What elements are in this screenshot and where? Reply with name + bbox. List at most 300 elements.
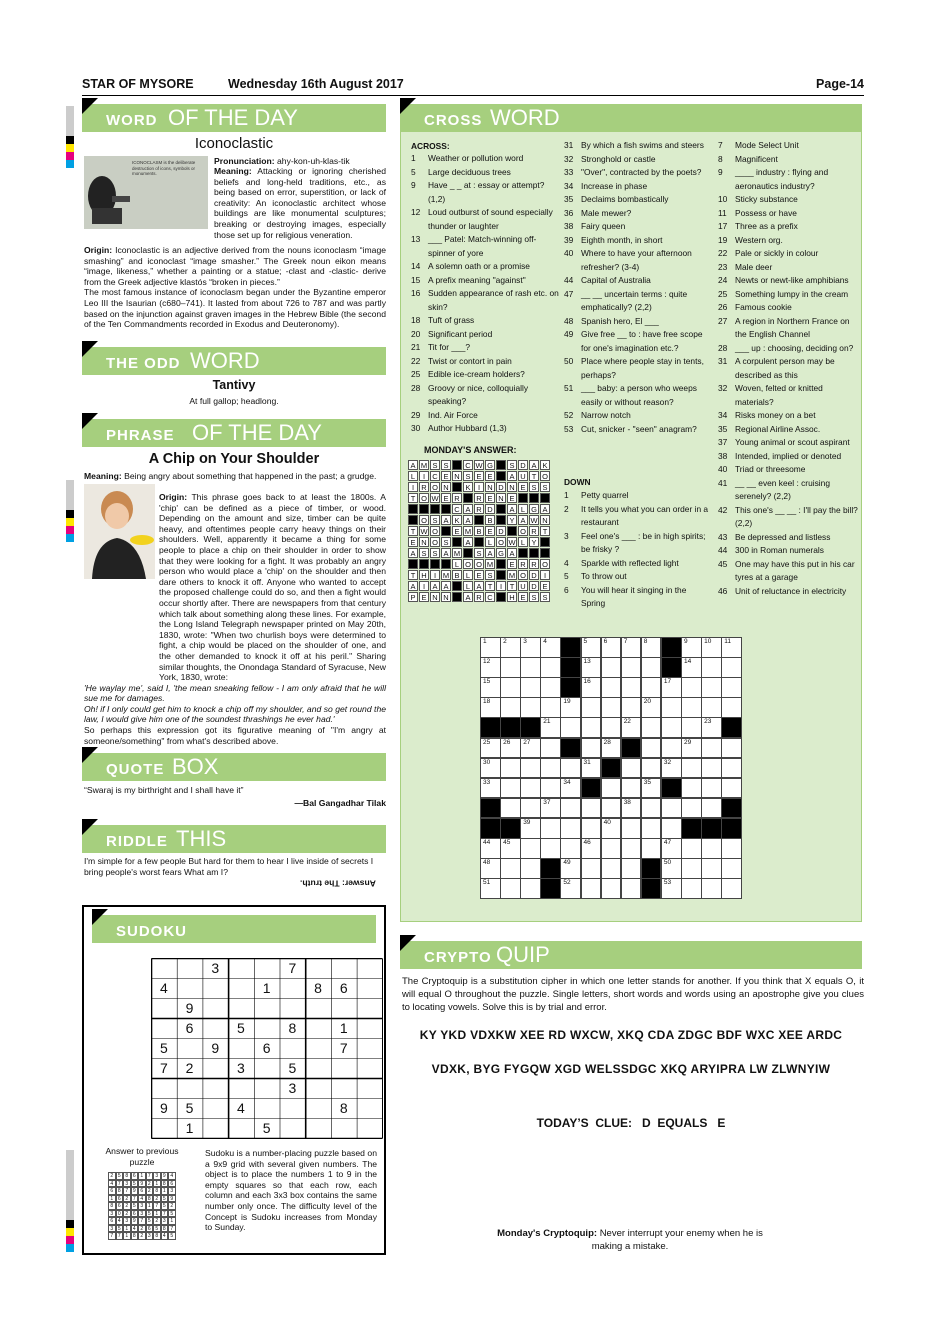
crossword-cell[interactable] [641,798,662,819]
crossword-cell[interactable] [581,858,602,879]
page-header [82,76,864,96]
across-clues-col-2 [564,139,709,436]
clue-number: 48 [564,315,574,326]
cell-number: 29 [684,738,692,746]
crossword-cell[interactable] [560,697,581,718]
cell-number: 10 [704,638,712,645]
clue-text: Eighth month, in short [581,234,663,245]
across-clues-col-1 [411,152,561,436]
crossword-cell[interactable] [581,838,602,859]
crossword-cell[interactable] [560,858,581,879]
previous-answer-cell: 3 [161,1217,169,1225]
monday-answer-cell [507,526,517,536]
previous-answer-cell: 8 [146,1195,154,1203]
crossword-cell[interactable] [681,838,702,859]
previous-answer-cell: 7 [131,1195,139,1203]
cell-number: 12 [483,658,491,666]
previous-answer-cell: 5 [131,1180,139,1188]
pron-label: Pronunciation: [214,156,275,166]
crossword-cell[interactable] [701,738,722,759]
crossword-cell[interactable] [581,637,602,658]
crossword-clue [564,274,709,288]
crossword-cell[interactable] [601,717,622,738]
clue-text: Possess or have [735,207,797,218]
monday-answer-cell: T [408,526,418,536]
previous-answer-cell: 8 [108,1202,116,1210]
previous-answer-cell: 3 [123,1217,131,1225]
previous-answer-cell: 9 [131,1187,139,1195]
clue-text: Give free __ to : have free scope for one's imagination etc.? [581,329,703,353]
crossword-clue [718,423,860,437]
crossword-cell[interactable] [621,697,642,718]
previous-answer-cell: 2 [146,1187,154,1195]
crossword-cell[interactable] [681,758,702,779]
monday-answer-cell: C [452,504,462,514]
crossword-cell[interactable] [661,738,682,759]
crossword-cell[interactable] [560,798,581,819]
origin-text-2: The most famous instance of iconoclasm began under the Byzantine emperor Leo III the Isaurian (c680–741). It lasted from about 726 to 787 and was partly based on the injunction against graven images in the Hebrew Bible (the second of the Ten Commandments recorded in Exodus and Deuteronomy). [84,287,386,330]
sudoku-cell: 4 [237,1100,245,1116]
crossword-cell[interactable] [540,758,561,779]
crossword-cell[interactable] [601,798,622,819]
crossword-clue [564,315,709,329]
monday-answer-cell: R [474,493,484,503]
cell-number: 49 [563,859,571,867]
cell-number: 51 [483,879,491,887]
previous-answer-cell: 3 [138,1210,146,1218]
crossword-cell[interactable] [721,738,742,759]
previous-answer-cell: 3 [153,1172,161,1180]
crossword-cell[interactable] [500,878,521,899]
crossword-cell[interactable] [721,637,742,658]
monday-answer-cell [496,460,506,470]
crossword-cell[interactable] [621,838,642,859]
crossword-cell[interactable] [560,758,581,779]
crossword-block [560,738,581,759]
monday-answer-cell: O [518,570,528,580]
crossword-cell[interactable] [581,717,602,738]
crossword-cell[interactable] [601,858,622,879]
crossword-cell[interactable] [721,697,742,718]
crossword-cell[interactable] [621,657,642,678]
crossword-cell[interactable] [581,677,602,698]
monday-answer-cell: D [529,581,539,591]
crossword-cell[interactable] [641,838,662,859]
crossword-cell[interactable] [621,858,642,879]
crossword-cell[interactable] [701,778,722,799]
crossword-cell[interactable] [721,858,742,879]
crossword-cell[interactable] [721,758,742,779]
crossword-clue [564,288,709,315]
crossword-cell[interactable] [701,657,722,678]
crossword-cell[interactable] [701,697,722,718]
monday-answer-cell: A [408,460,418,470]
crossword-cell[interactable] [721,657,742,678]
crossword-cell[interactable] [520,758,541,779]
monday-answer-cell: D [518,460,528,470]
crossword-cell[interactable] [681,858,702,879]
crossword-cell[interactable] [641,657,662,678]
crossword-cell[interactable] [701,637,722,658]
previous-answer-cell: 8 [116,1187,124,1195]
cryptoquip-banner [400,941,862,969]
crossword-cell[interactable] [540,657,561,678]
previous-answer-cell: 1 [123,1225,131,1233]
previous-answer-cell: 5 [168,1232,176,1240]
crossword-cell[interactable] [701,798,722,819]
crossword-cell[interactable] [701,878,722,899]
crossword-cell[interactable] [520,697,541,718]
cell-number: 45 [503,839,511,846]
crossword-cell[interactable] [661,697,682,718]
previous-answer-cell: 7 [168,1225,176,1233]
clue-text: Tuft of grass [428,315,475,325]
monday-answer-cell: E [518,592,528,602]
crossword-cell[interactable] [520,637,541,658]
clue-number: 13 [411,234,421,244]
monday-answer-cell: P [408,592,418,602]
crossword-cell[interactable] [540,778,561,799]
crossword-cell[interactable] [581,657,602,678]
crossword-cell[interactable] [701,858,722,879]
crossword-cell[interactable] [641,697,662,718]
crossword-cell[interactable] [581,878,602,899]
clue-number: 47 [564,288,574,299]
crossword-cell[interactable] [520,878,541,899]
crossword-cell[interactable] [540,818,561,839]
monday-answer-cell: E [441,493,451,503]
crossword-clue [718,166,860,193]
crossword-cell[interactable] [661,838,682,859]
crossword-clue [411,368,561,382]
crossword-cell[interactable] [641,738,662,759]
previous-answer-cell: 7 [116,1180,124,1188]
monday-answer-cell: M [464,527,472,536]
crossword-cell[interactable] [540,697,561,718]
crossword-cell[interactable] [641,637,662,658]
clue-text: Famous cookie [735,302,792,312]
clue-number: 9 [411,180,416,190]
previous-answer-cell: 1 [146,1202,154,1210]
crossword-cell[interactable] [581,798,602,819]
crossword-cell[interactable] [480,878,501,899]
crossword-cell[interactable] [540,738,561,759]
crossword-clue [564,247,709,274]
crossword-cell[interactable] [540,798,561,819]
crossword-cell[interactable] [500,758,521,779]
crossword-cell[interactable] [520,838,541,859]
clue-text: One may have this put in his car tyres at a garage [735,558,855,582]
crossword-cell[interactable] [621,758,642,779]
clue-text: ___ up : choosing, deciding on? [735,342,854,353]
previous-answer-cell: 7 [138,1217,146,1225]
crossword-cell[interactable] [721,878,742,899]
crossword-cell[interactable] [601,818,622,839]
crossword-cell[interactable] [701,758,722,779]
crossword-cell[interactable] [721,778,742,799]
crossword-cell[interactable] [560,878,581,899]
crossword-cell[interactable] [621,778,642,799]
crossword-cell[interactable] [601,838,622,859]
crossword-block [641,878,662,899]
crossword-block [480,798,501,819]
crossword-cell[interactable] [641,677,662,698]
crossword-clue [718,382,860,409]
clue-text: Sticky substance [735,194,798,204]
monday-answer-cell [441,504,451,514]
crossword-cell[interactable] [480,657,501,678]
crossword-cell[interactable] [480,677,501,698]
crossword-cell[interactable] [500,677,521,698]
crossword-grid [480,637,742,897]
previous-answer-cell: 5 [131,1202,139,1210]
crossword-clue [411,206,561,233]
crossword-cell[interactable] [560,838,581,859]
monday-answer-cell: C [463,460,473,470]
crossword-cell[interactable] [480,778,501,799]
crossword-block [540,878,561,899]
crossword-cell[interactable] [601,878,622,899]
monday-answer-cell: D [529,570,539,580]
crossword-cell[interactable] [520,657,541,678]
crossword-cell[interactable] [581,758,602,779]
monday-answer-cell [463,548,473,558]
crossword-cell[interactable] [500,637,521,658]
clue-number: 31 [564,140,574,150]
clue-number: 9 [718,167,723,177]
monday-answer-cell: O [474,559,484,569]
sudoku-cell: 1 [185,1120,194,1136]
clue-text: Increase in phase [581,180,648,191]
previous-answer-cell: 4 [116,1217,124,1225]
clue-number: 28 [718,342,728,353]
crossword-cell[interactable] [480,758,501,779]
clue-text: Stronghold or castle [581,153,656,164]
clue-text: Ind. Air Force [428,409,478,420]
crossword-cell[interactable] [500,738,521,759]
clue-text: A region in Northern France on the English Channel [735,315,850,339]
crossword-cell[interactable] [681,657,702,678]
crossword-cell[interactable] [621,878,642,899]
crossword-cell[interactable] [721,838,742,859]
riddle-banner [82,825,386,853]
crossword-cell[interactable] [540,838,561,859]
crossword-block [601,758,622,779]
crossword-clue [564,193,709,207]
crossword-cell[interactable] [641,778,662,799]
cell-number: 7 [623,638,628,645]
crossword-cell[interactable] [581,818,602,839]
monday-answer-cell: M [442,571,450,580]
clue-text: __ __ uncertain terms : quite emphatically? (2,2) [581,288,688,312]
monday-answer-cell: G [529,504,539,514]
cell-number: 2 [503,638,507,645]
crossword-cell[interactable] [681,738,702,759]
previous-answer-cell: 8 [153,1232,161,1240]
clue-number: 1 [564,490,569,500]
monday-answer-cell: T [408,570,418,580]
clue-text: Place where people stay in tents, perhaps? [581,356,704,380]
phrase-ending: So perhaps this expression got its figurative meaning of "I'm angry at someone/something" from what's described above. [84,725,386,746]
crossword-cell[interactable] [500,858,521,879]
riddle-text: I'm simple for a few people But hard for them to hear I live inside of secrets I bring people's worst fears What am I? [84,856,374,877]
crossword-cell[interactable] [560,778,581,799]
monday-answer-cell: S [485,570,495,580]
crossword-cell[interactable] [520,677,541,698]
clue-text: Weather or pollution word [428,153,524,163]
crossword-cell[interactable] [681,878,702,899]
crossword-cell[interactable] [520,858,541,879]
crossword-cell[interactable] [621,677,642,698]
crossword-cell[interactable] [520,798,541,819]
monday-answer-cell: A [463,537,473,547]
crossword-cell[interactable] [601,778,622,799]
crossword-cell[interactable] [601,738,622,759]
monday-answer-cell: H [507,592,517,602]
pron-text: ahy-kon-uh-klas-tik [277,156,350,166]
crossword-cell[interactable] [621,637,642,658]
clue-number: 2 [564,503,569,514]
crossword-cell[interactable] [641,717,662,738]
crossword-cell[interactable] [641,818,662,839]
crossword-cell[interactable] [681,637,702,658]
crossword-cell[interactable] [480,838,501,859]
crossword-cell[interactable] [540,637,561,658]
crossword-cell[interactable] [480,738,501,759]
crossword-cell[interactable] [661,677,682,698]
crossword-cell[interactable] [621,798,642,819]
monday-answer-cell: S [430,515,440,525]
cell-number: 1 [483,638,487,645]
clue-text: Young animal or scout aspirant [735,437,850,447]
crossword-cell[interactable] [500,778,521,799]
crossword-cell[interactable] [560,717,581,738]
crossword-cell[interactable] [500,697,521,718]
crossword-cell[interactable] [681,677,702,698]
clue-text: Newts or newt-like amphibians [735,275,849,285]
monday-answer-cell: E [474,570,484,580]
crossword-cell[interactable] [480,858,501,879]
crossword-clue [718,504,860,531]
crossword-cell[interactable] [560,818,581,839]
monday-answer-cell: Y [529,537,539,547]
crossword-cell[interactable] [480,637,501,658]
crossword-cell[interactable] [601,697,622,718]
previous-answer-cell: 4 [168,1172,176,1180]
previous-answer-cell: 5 [161,1202,169,1210]
crossword-cell[interactable] [701,838,722,859]
banner-label: PHRASE [106,427,175,444]
monday-answer-cell: S [441,537,451,547]
previous-answer-cell: 2 [123,1195,131,1203]
crossword-cell[interactable] [681,697,702,718]
crossword-clue [564,139,709,153]
crossword-block [641,858,662,879]
clue-number: 38 [718,450,728,461]
crossword-cell[interactable] [701,677,722,698]
crossword-cell[interactable] [520,818,541,839]
clue-text: Unit of reluctance in electricity [735,585,847,596]
paper-name: STAR OF MYSORE [82,77,194,91]
crossword-cell[interactable] [500,798,521,819]
page-number: Page-14 [816,77,864,91]
clue-text: Sparkle with reflected light [581,557,679,568]
crossword-cell[interactable] [581,697,602,718]
clue-number: 29 [411,409,421,420]
crossword-cell[interactable] [520,738,541,759]
monday-answer-cell: E [474,471,484,481]
crossword-cell[interactable] [641,758,662,779]
clue-text: To throw out [581,571,627,581]
crossword-cell[interactable] [540,717,561,738]
previous-answer-cell: 7 [116,1232,124,1240]
cell-number: 47 [663,839,672,846]
crossword-cell[interactable] [480,697,501,718]
crossword-cell[interactable] [500,838,521,859]
quote-box-banner [82,753,386,781]
crossword-clue [411,409,561,423]
crossword-cell[interactable] [681,778,702,799]
banner-label: WORD [106,112,158,129]
cell-number: 31 [583,758,591,766]
crossword-cell[interactable] [661,798,682,819]
monday-answer-cell: L [518,504,528,514]
previous-answer-cell: 2 [153,1217,161,1225]
clue-number: 30 [411,423,421,433]
crossword-cell[interactable] [721,677,742,698]
crossword-cell[interactable] [661,717,682,738]
previous-answer-cell: 8 [131,1232,139,1240]
sudoku-cell: 6 [339,980,348,996]
crossword-cell[interactable] [681,798,702,819]
crossword-cell[interactable] [621,818,642,839]
crossword-cell[interactable] [540,677,561,698]
crossword-cell[interactable] [661,818,682,839]
crossword-cell[interactable] [621,717,642,738]
crossword-block [480,818,501,839]
crossword-cell[interactable] [681,717,702,738]
clue-text: Mode Select Unit [735,140,799,150]
crossword-clue [564,557,709,571]
monday-answer-cell: A [540,504,550,514]
cell-number: 18 [483,698,491,706]
crossword-clue [718,342,860,356]
sudoku-cell: 8 [314,980,322,996]
crossword-cell[interactable] [601,677,622,698]
crossword-block [520,717,541,738]
crossword-cell[interactable] [661,858,682,879]
sudoku-cell: 7 [339,1040,348,1056]
cell-number: 8 [643,638,648,645]
crossword-cell[interactable] [701,717,722,738]
clue-text: Feel one's ___ : be in high spirits; be frisky ? [581,530,706,554]
crossword-cell[interactable] [581,738,602,759]
clue-number: 12 [411,207,421,217]
clue-number: 23 [718,261,728,272]
crossword-cell[interactable] [661,758,682,779]
previous-answer-cell: 8 [161,1225,169,1233]
monday-answer-cell: I [419,581,429,591]
monday-answer-cell: I [408,482,418,492]
crossword-cell[interactable] [661,878,682,899]
clue-number: 18 [411,315,421,325]
clue-number: 24 [718,275,728,285]
crossword-cell[interactable] [500,657,521,678]
crossword-cell[interactable] [601,657,622,678]
crossword-cell[interactable] [520,778,541,799]
crossword-cell[interactable] [601,637,622,658]
monday-answer-cell: A [430,581,440,591]
